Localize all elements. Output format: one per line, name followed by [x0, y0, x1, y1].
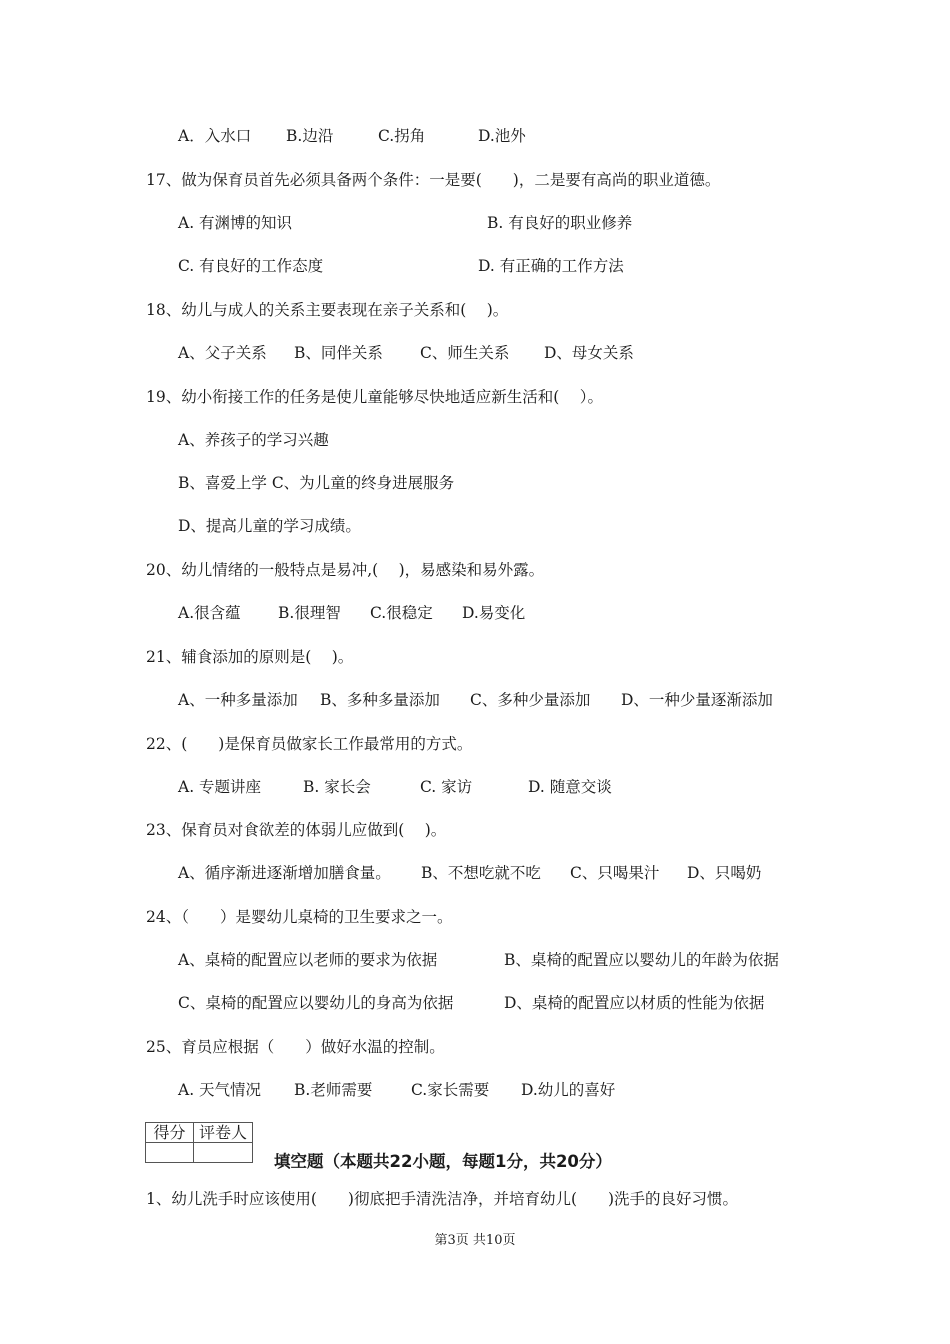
- option: C、桌椅的配置应以婴幼儿的身高为依据: [178, 994, 454, 1012]
- option: C.拐角: [378, 127, 426, 145]
- option: B、不想吃就不吃: [421, 864, 541, 882]
- option: C、师生关系: [420, 344, 510, 362]
- option: B.边沿: [286, 127, 334, 145]
- option: B、同伴关系: [294, 344, 383, 362]
- option: A. 专题讲座: [178, 778, 262, 796]
- q19-option-d: D、提高儿童的学习成绩。: [178, 517, 361, 535]
- option: B、多种多量添加: [320, 691, 440, 709]
- option: B. 有良好的职业修养: [487, 214, 633, 232]
- option: D.易变化: [462, 604, 526, 622]
- q19-option-a: A、养孩子的学习兴趣: [178, 431, 329, 449]
- option: C.很稳定: [370, 604, 433, 622]
- score-table: [145, 1122, 253, 1163]
- question-18: 18、幼儿与成人的关系主要表现在亲子关系和( )。: [146, 301, 509, 319]
- question-21: 21、辅食添加的原则是( )。: [146, 648, 354, 666]
- option: D、一种少量逐渐添加: [621, 691, 773, 709]
- option: A．入水口: [178, 127, 252, 145]
- question-25: 25、育员应根据（ ）做好水温的控制。: [146, 1038, 445, 1056]
- option: D、只喝奶: [687, 864, 762, 882]
- grader-header: 评卷人: [194, 1123, 253, 1143]
- option: B.很理智: [278, 604, 341, 622]
- option: C、多种少量添加: [470, 691, 591, 709]
- fill-question-1: 1、幼儿洗手时应该使用( )彻底把手清洗洁净，并培育幼儿( )洗手的良好习惯。: [146, 1190, 739, 1208]
- score-cell: [146, 1143, 194, 1163]
- option: D.池外: [478, 127, 526, 145]
- section-title: 填空题（本题共22小题，每题1分，共20分）: [274, 1152, 612, 1171]
- question-23: 23、保育员对食欲差的体弱儿应做到( )。: [146, 821, 447, 839]
- option: D、母女关系: [544, 344, 634, 362]
- option: D. 有正确的工作方法: [478, 257, 624, 275]
- option: A、一种多量添加: [178, 691, 298, 709]
- option: C.家长需要: [411, 1081, 490, 1099]
- question-20: 20、幼儿情绪的一般特点是易冲,( )，易感染和易外露。: [146, 561, 545, 579]
- question-17: 17、做为保育员首先必须具备两个条件：一是要( )，二是要有高尚的职业道德。: [146, 171, 721, 189]
- option: A、桌椅的配置应以老师的要求为依据: [178, 951, 438, 969]
- question-19: 19、幼小衔接工作的任务是使儿童能够尽快地适应新生活和( ）。: [146, 388, 603, 406]
- option: C、只喝果汁: [570, 864, 660, 882]
- question-22: 22、( )是保育员做家长工作最常用的方式。: [146, 735, 473, 753]
- option: A、循序渐进逐渐增加膳食量。: [178, 864, 391, 882]
- option: A、父子关系: [178, 344, 267, 362]
- option: B. 家长会: [303, 778, 371, 796]
- option: D. 随意交谈: [528, 778, 612, 796]
- option: A.很含蕴: [178, 604, 241, 622]
- option: A. 有渊博的知识: [178, 214, 293, 232]
- option: C. 家访: [420, 778, 473, 796]
- q19-option-bc: B、喜爱上学 C、为儿童的终身进展服务: [178, 474, 455, 492]
- grader-cell: [194, 1143, 253, 1163]
- option: D、桌椅的配置应以材质的性能为依据: [504, 994, 765, 1012]
- option: B、桌椅的配置应以婴幼儿的年龄为依据: [504, 951, 779, 969]
- option: D.幼儿的喜好: [521, 1081, 616, 1099]
- option: A. 天气情况: [178, 1081, 262, 1099]
- option: B.老师需要: [294, 1081, 373, 1099]
- question-24: 24、（ ）是婴幼儿桌椅的卫生要求之一。: [146, 908, 453, 926]
- page-footer: 第3页 共10页: [434, 1233, 516, 1248]
- option: C. 有良好的工作态度: [178, 257, 324, 275]
- score-header: 得分: [146, 1123, 194, 1143]
